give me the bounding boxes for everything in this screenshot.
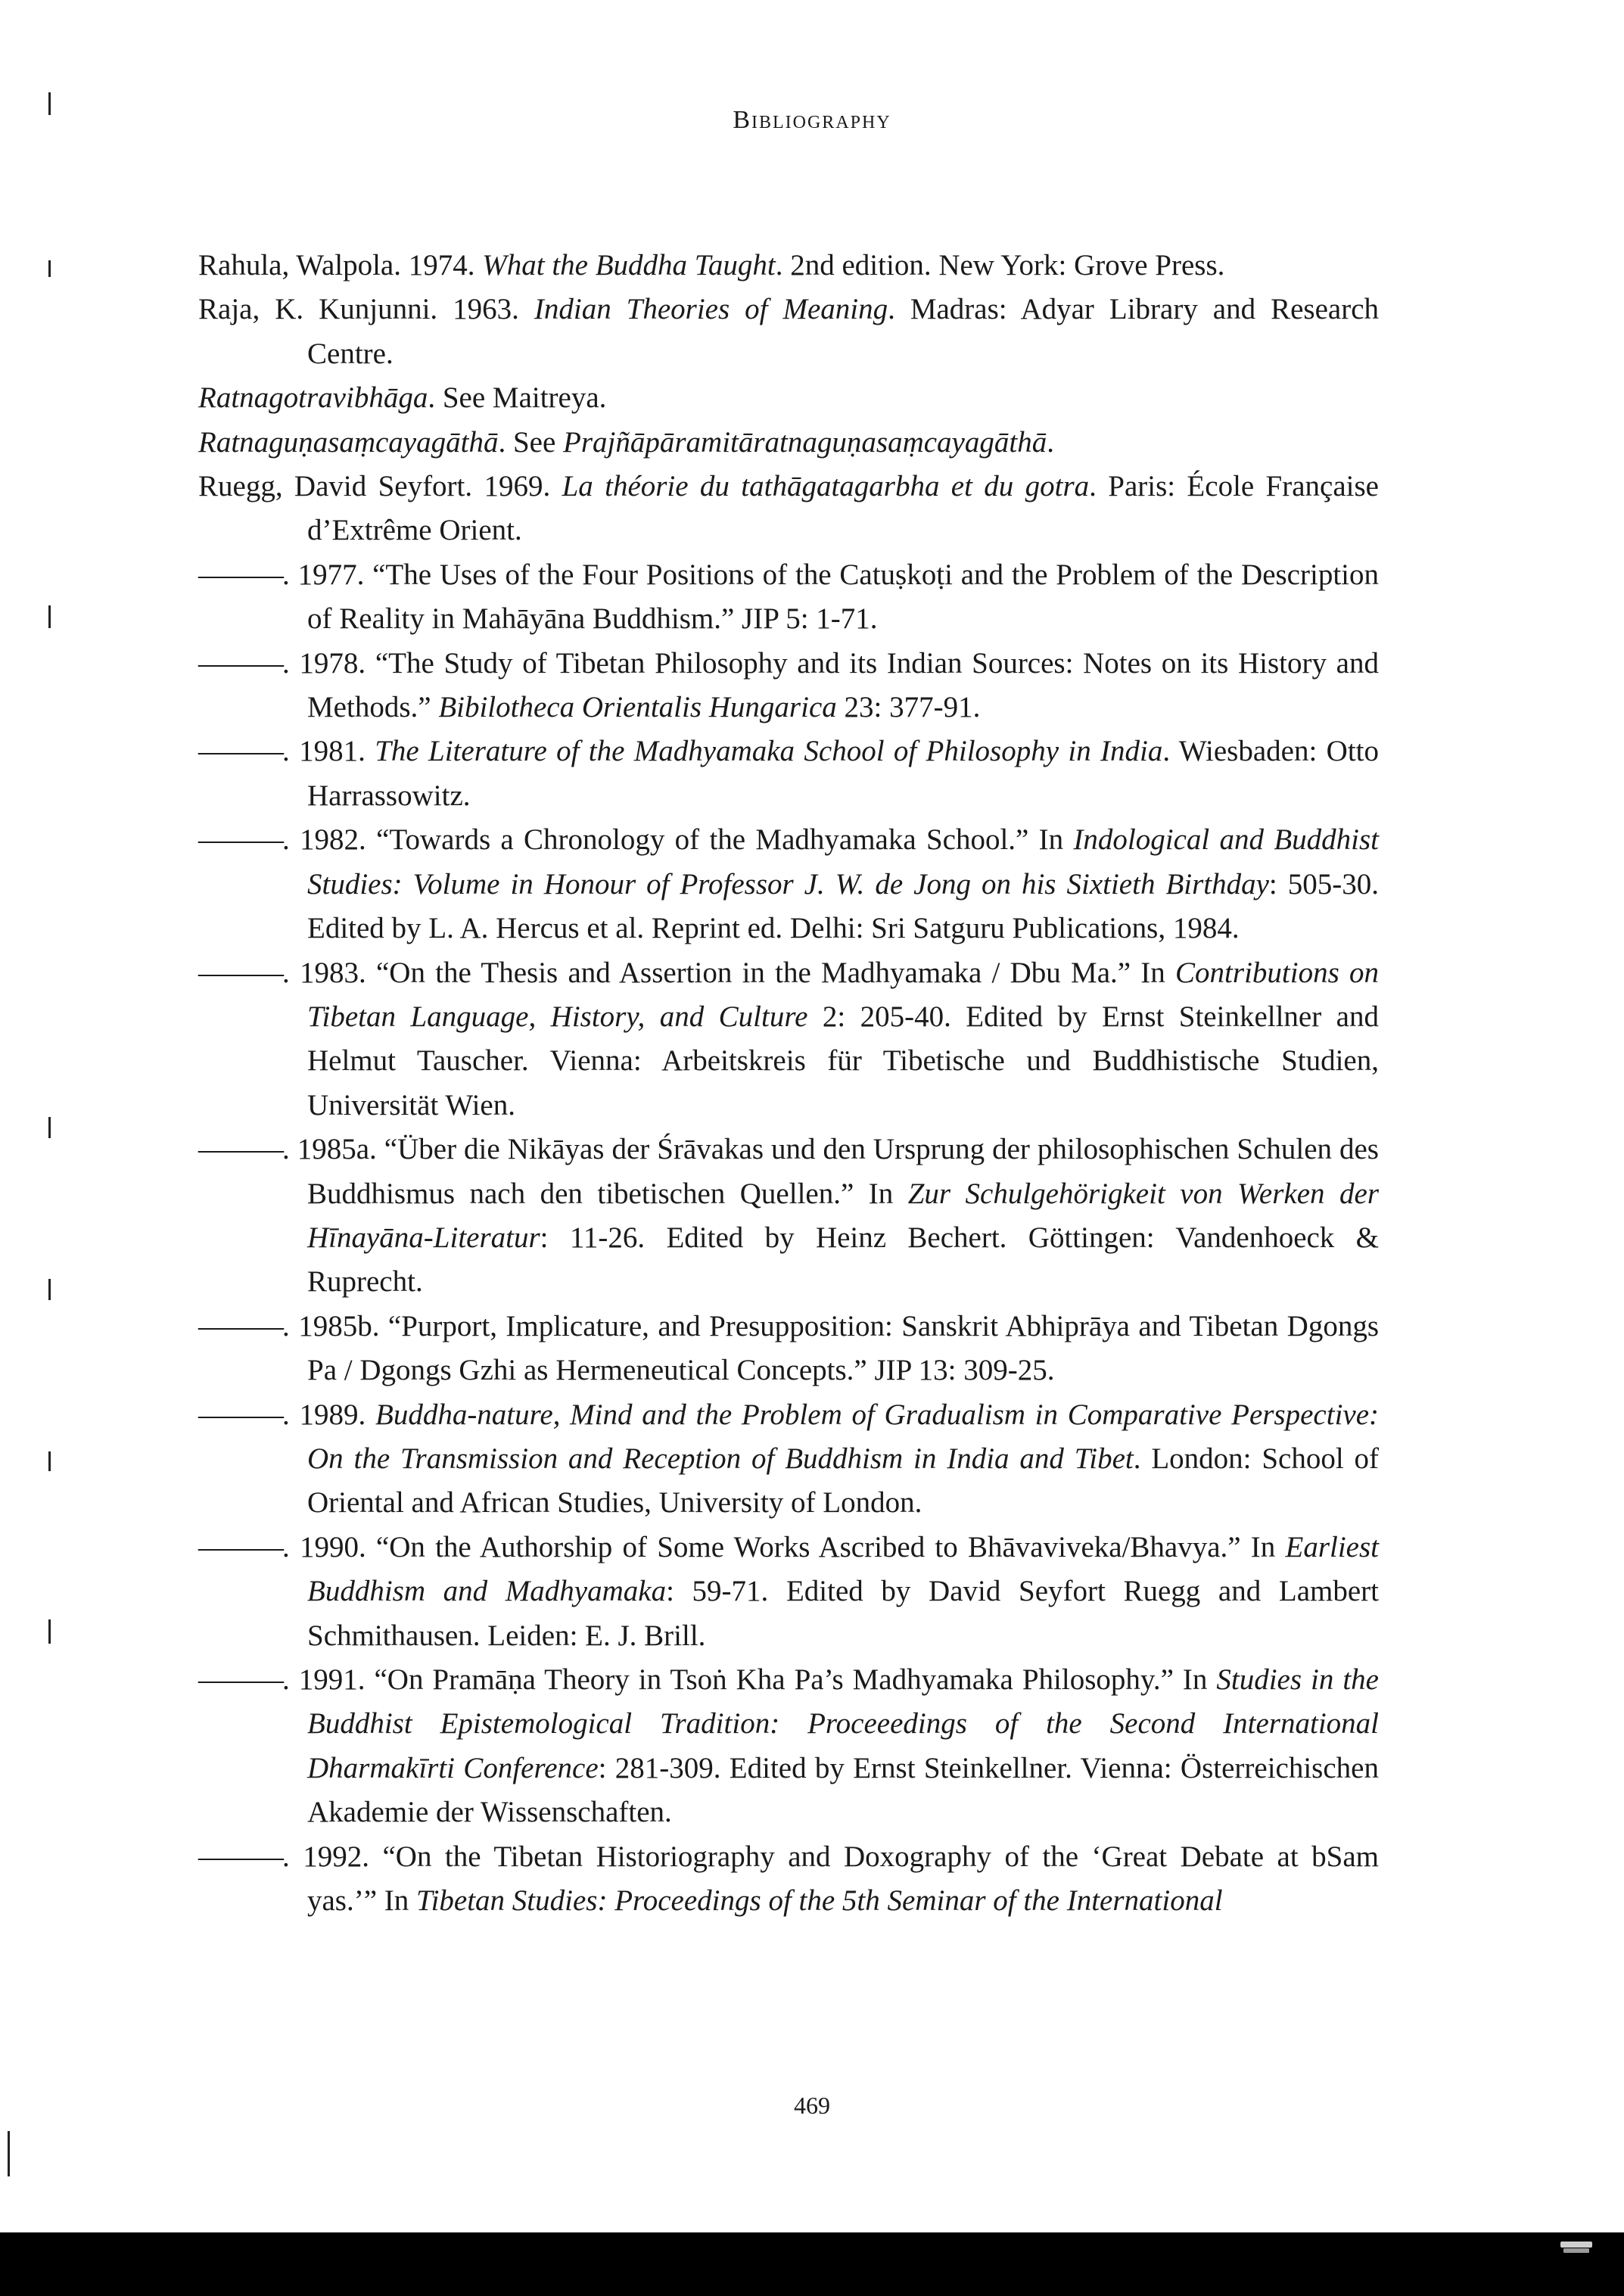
bibliography-list xyxy=(198,244,1379,1923)
scan-edge-mark xyxy=(48,92,51,115)
bibliography-entry: ———. 1985b. “Purport, Implicature, and Presupposition: Sanskrit Abhiprāya and Tibetan Dgongs Pa / Dgongs Gzhi as Hermeneutical Concepts.” JIP 13: 309-25. xyxy=(198,1309,1379,1387)
bibliography-entry: ———. 1990. “On the Authorship of Some Works Ascribed to Bhāvaviveka/Bhavya.” In Earliest Buddhism and Madhyamaka: 59-71. Edited by David Seyfort Ruegg and Lambert Schmithausen. Leiden: E. J. Brill. xyxy=(198,1530,1379,1652)
scan-edge-mark xyxy=(48,1117,51,1138)
bibliography-entry: ———. 1989. Buddha-nature, Mind and the Problem of Gradualism in Comparative Perspective: On the Transmission and Reception of Buddhism in India and Tibet. London: School of Oriental and African Studies, University of London. xyxy=(198,1398,1380,1520)
bibliography-entry: Rahula, Walpola. 1974. What the Buddha Taught. 2nd edition. New York: Grove Press. xyxy=(198,249,1225,282)
scan-bottom-border xyxy=(0,2232,1624,2296)
scanner-icon xyxy=(1559,2238,1594,2255)
bibliography-entry: ———. 1981. The Literature of the Madhyamaka School of Philosophy in India. Wiesbaden: Otto Harrassowitz. xyxy=(198,735,1379,812)
bibliography-entry: ———. 1992. “On the Tibetan Historiography and Doxography of the ‘Great Debate at bSam yas.’” In Tibetan Studies: Proceedings of the 5th Seminar of the International xyxy=(198,1840,1379,1918)
bibliography-entry: Raja, K. Kunjunni. 1963. Indian Theories of Meaning. Madras: Adyar Library and Research Centre. xyxy=(198,293,1379,370)
page-header: Bibliography xyxy=(733,106,891,134)
bibliography-entry: ———. 1978. “The Study of Tibetan Philosophy and its Indian Sources: Notes on its History and Methods.” Bibilotheca Orientalis Hungarica 23: 377-91. xyxy=(198,646,1379,724)
bibliography-entry: Ratnaguṇasaṃcayagāthā. See Prajñāpāramitāratnaguṇasaṃcayagāthā. xyxy=(198,425,1054,459)
scan-edge-mark xyxy=(48,1279,51,1300)
bibliography-entry: ———. 1977. “The Uses of the Four Positions of the Catuṣkoṭi and the Problem of the Description of Reality in Mahāyāna Buddhism.” JIP 5: 1-71. xyxy=(198,558,1379,636)
bibliography-entry: ———. 1991. “On Pramāṇa Theory in Tsoṅ Kha Pa’s Madhyamaka Philosophy.” In Studies in the Buddhist Epistemological Tradition: Proceeedings of the Second International Dharmakīrti Conference: 281-309. Edited by Ernst Steinkellner. Vienna: Österreichischen Akademie der Wissenschaften. xyxy=(198,1663,1379,1829)
bibliography-entry: ———. 1983. “On the Thesis and Assertion in the Madhyamaka / Dbu Ma.” In Contributions on Tibetan Language, History, and Culture 2: 205-40. Edited by Ernst Steinkellner and Helmut Tauscher. Vienna: Arbeitskreis für Tibetische und Buddhistische Studien, Universität Wien. xyxy=(198,956,1379,1122)
bibliography-entry: ———. 1985a. “Über die Nikāyas der Śrāvakas und den Ursprung der philosophischen Schulen des Buddhismus nach den tibetischen Quellen.” In Zur Schulgehörigkeit von Werken der Hīnayāna-Literatur: 11-26. Edited by Heinz Bechert. Göttingen: Vandenhoeck & Ruprecht. xyxy=(198,1133,1379,1299)
scan-edge-mark xyxy=(48,260,51,277)
scan-edge-mark xyxy=(8,2131,10,2176)
scan-edge-mark xyxy=(48,605,51,628)
scan-edge-mark xyxy=(48,1619,51,1644)
bibliography-entry: ———. 1982. “Towards a Chronology of the Madhyamaka School.” In Indological and Buddhist Studies: Volume in Honour of Professor J. W. de Jong on his Sixtieth Birthday: 505-30. Edited by L. A. Hercus et al. Reprint ed. Delhi: Sri Satguru Publications, 1984. xyxy=(198,823,1379,945)
scan-edge-mark xyxy=(48,1451,51,1471)
bibliography-entry: Ruegg, David Seyfort. 1969. La théorie du tathāgatagarbha et du gotra. Paris: École Française d’Extrême Orient. xyxy=(198,470,1379,547)
page-number: 469 xyxy=(794,2092,830,2119)
bibliography-entry: Ratnagotravibhāga. See Maitreya. xyxy=(198,381,607,415)
